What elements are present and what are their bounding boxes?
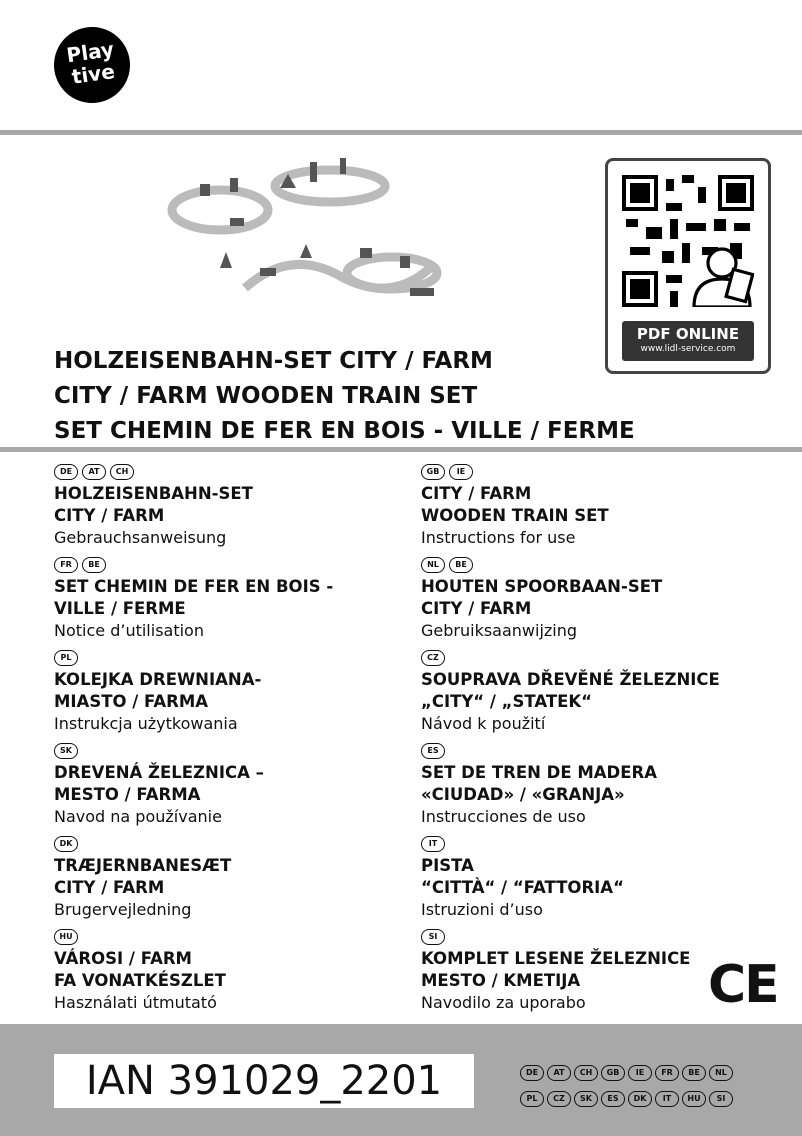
logo-line1: Play (65, 36, 116, 68)
footer-country-code-badge: GB (601, 1065, 625, 1081)
entry-heading-line2: FA VONATKÉSZLET (54, 971, 226, 990)
footer-codes-row1 (520, 1065, 776, 1081)
qr-code-panel[interactable] (605, 158, 771, 374)
language-entry (421, 833, 781, 926)
country-codes (421, 461, 781, 483)
country-code-badge: SK (54, 743, 78, 759)
footer-bar (0, 1024, 802, 1136)
entry-heading-line1: HOUTEN SPOORBAAN-SET (421, 577, 663, 596)
entry-heading-line2: „CITY“ / „STATEK“ (421, 692, 593, 711)
entry-heading-line1: VÁROSI / FARM (54, 949, 192, 968)
playtive-logo (49, 22, 135, 108)
entry-heading-line2: «CIUDAD» / «GRANJA» (421, 785, 625, 804)
entry-heading-line2: MESTO / KMETIJA (421, 971, 581, 990)
country-codes (421, 833, 781, 855)
entry-heading-line1: KOLEJKA DREWNIANA- (54, 670, 262, 689)
language-entry (54, 926, 414, 1019)
entry-heading-line2: “CITTÀ“ / “FATTORIA“ (421, 878, 624, 897)
entry-subtitle: Gebrauchsanweisung (54, 528, 227, 547)
country-code-badge: NL (421, 557, 445, 573)
product-titles (54, 344, 635, 449)
entry-heading-line1: PISTA (421, 856, 474, 875)
country-code-badge: IT (421, 836, 445, 852)
country-code-badge: BE (449, 557, 473, 573)
country-code-badge: GB (421, 464, 445, 480)
pdf-online-badge (622, 321, 754, 361)
country-code-badge: ES (421, 743, 445, 759)
language-entry (54, 647, 414, 740)
footer-country-code-badge: ES (601, 1091, 625, 1107)
entry-heading-line2: MESTO / FARMA (54, 785, 201, 804)
pdf-online-url[interactable]: www.lidl-service.com (640, 344, 736, 354)
entry-heading-line2: WOODEN TRAIN SET (421, 506, 609, 525)
language-entry (54, 833, 414, 926)
ce-mark: CE (708, 955, 778, 1015)
language-column-right (421, 461, 781, 1019)
country-code-badge: HU (54, 929, 78, 945)
entry-subtitle: Navod na používanie (54, 807, 222, 826)
footer-country-code-badge: FR (655, 1065, 679, 1081)
language-entry (421, 740, 781, 833)
entry-heading-line1: SET CHEMIN DE FER EN BOIS - (54, 577, 334, 596)
country-code-badge: AT (82, 464, 106, 480)
footer-country-code-badge: BE (682, 1065, 706, 1081)
country-codes (54, 740, 414, 762)
entry-heading-line1: KOMPLET LESENE ŽELEZNICE (421, 949, 691, 968)
title-fr: SET CHEMIN DE FER EN BOIS - VILLE / FERME (54, 418, 635, 444)
country-codes (421, 926, 781, 948)
entry-heading-line2: CITY / FARM (54, 878, 165, 897)
footer-country-code-badge: AT (547, 1065, 571, 1081)
footer-country-code-badge: DE (520, 1065, 544, 1081)
language-entry (421, 647, 781, 740)
country-code-badge: IE (449, 464, 473, 480)
country-code-badge: FR (54, 557, 78, 573)
footer-country-code-badge: DK (628, 1091, 652, 1107)
entry-subtitle: Notice d’utilisation (54, 621, 204, 640)
ian-number: IAN 391029_2201 (54, 1054, 474, 1108)
entry-heading-line2: CITY / FARM (421, 599, 532, 618)
language-entry (54, 740, 414, 833)
country-code-badge: DE (54, 464, 78, 480)
country-codes (54, 833, 414, 855)
entry-heading-line2: VILLE / FERME (54, 599, 186, 618)
language-entry (54, 554, 414, 647)
entry-heading-line1: SET DE TREN DE MADERA (421, 763, 657, 782)
language-column-left (54, 461, 414, 1019)
footer-country-code-badge: PL (520, 1091, 544, 1107)
pdf-online-label: PDF ONLINE (636, 325, 740, 343)
qr-code-icon (622, 175, 754, 307)
middle-divider (0, 447, 802, 452)
country-code-badge: PL (54, 650, 78, 666)
country-code-badge: DK (54, 836, 78, 852)
footer-country-code-badge: IT (655, 1091, 679, 1107)
country-code-badge: SI (421, 929, 445, 945)
country-code-badge: BE (82, 557, 106, 573)
country-code-badge: CZ (421, 650, 445, 666)
entry-heading-line2: MIASTO / FARMA (54, 692, 209, 711)
footer-country-code-badge: HU (682, 1091, 706, 1107)
entry-heading-line1: SOUPRAVA DŘEVĚNÉ ŽELEZNICE (421, 670, 720, 689)
language-entry (54, 461, 414, 554)
title-de: HOLZEISENBAHN-SET CITY / FARM (54, 348, 493, 374)
country-codes (421, 647, 781, 669)
country-codes (421, 554, 781, 576)
entry-subtitle: Használati útmutató (54, 993, 217, 1012)
train-set-illustration (160, 148, 460, 320)
entry-subtitle: Gebruiksaanwijzing (421, 621, 578, 640)
country-codes (421, 740, 781, 762)
entry-heading-line2: CITY / FARM (54, 506, 165, 525)
footer-country-code-badge: SK (574, 1091, 598, 1107)
entry-heading-line1: HOLZEISENBAHN-SET (54, 484, 253, 503)
footer-country-code-badge: CH (574, 1065, 598, 1081)
entry-heading-line1: TRÆJERNBANESÆT (54, 856, 232, 875)
language-entry (421, 461, 781, 554)
entry-subtitle: Instrukcja użytkowania (54, 714, 238, 733)
entry-subtitle: Brugervejledning (54, 900, 192, 919)
entry-heading-line1: CITY / FARM (421, 484, 532, 503)
footer-codes-row2 (520, 1091, 776, 1107)
entry-subtitle: Istruzioni d’uso (421, 900, 543, 919)
entry-subtitle: Instrucciones de uso (421, 807, 586, 826)
footer-country-code-badge: CZ (547, 1091, 571, 1107)
entry-heading-line1: DREVENÁ ŽELEZNICA – (54, 763, 264, 782)
entry-subtitle: Navodilo za uporabo (421, 993, 586, 1012)
country-codes (54, 554, 414, 576)
country-codes (54, 647, 414, 669)
footer-country-code-badge: IE (628, 1065, 652, 1081)
country-codes (54, 461, 414, 483)
entry-subtitle: Návod k použití (421, 714, 546, 733)
country-codes (54, 926, 414, 948)
entry-subtitle: Instructions for use (421, 528, 576, 547)
title-en: CITY / FARM WOODEN TRAIN SET (54, 383, 478, 409)
country-code-badge: CH (110, 464, 134, 480)
footer-country-code-badge: SI (709, 1091, 733, 1107)
language-entry (421, 554, 781, 647)
top-divider (0, 130, 802, 135)
logo-line2: tive (70, 59, 117, 89)
footer-country-code-badge: NL (709, 1065, 733, 1081)
